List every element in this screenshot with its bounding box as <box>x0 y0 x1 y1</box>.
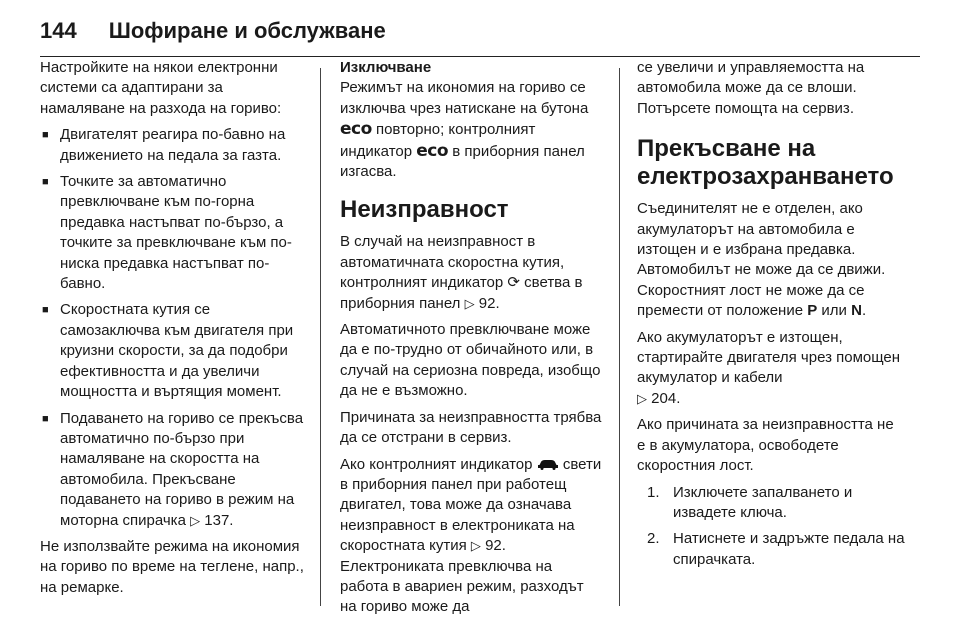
fault-text-1b: светва в приборния панел <box>340 274 583 312</box>
column-3 <box>637 58 905 576</box>
list-item <box>647 529 905 570</box>
gear-position-n: N <box>851 302 862 320</box>
list-item <box>647 483 905 524</box>
power-text-2: Ако акумулаторът е изтощен, стартирайте двигателя чрез помощен акумулатор и кабели <box>637 328 901 387</box>
power-paragraph-3: Ако причината за неизправността не е в акумулатора, освободете скоростния лост. <box>637 416 894 475</box>
power-text-1: Съединителят не е отделен, ако акумулаторът на автомобила е изтощен и е избрана предавка. Автомобилът не може да се движи. Скоростният лост не може да се премести от положение <box>637 200 886 320</box>
off-paragraph <box>340 78 604 182</box>
list-item-text: Подаването на гориво се прекъсва автоматично по-бързо при намаляване на скоростта на автомобила. Прекъсване подаването на гориво в режим на моторна спирачка <box>60 409 304 529</box>
period: . <box>861 302 867 320</box>
header-rule <box>40 56 920 57</box>
arrow-reference-icon[interactable]: ▷ <box>637 390 647 406</box>
arrow-reference-icon[interactable]: ▷ <box>470 538 481 554</box>
fault-paragraph-2: Автоматичното превключване може да е по-трудно от обичайното или, в случай на сериозна повреда, изобщо да не е възможно. <box>340 321 601 400</box>
fault-paragraph-1 <box>340 232 604 314</box>
page-title: Шофиране и обслужване <box>108 18 386 43</box>
gear-warning-icon: ⟳ <box>507 274 520 292</box>
continued-paragraph: се увеличи и управляемостта на автомобила може да се влоши. Потърсете помощта на сервиз. <box>637 59 865 117</box>
list-item: ■ Двигателят реагира по-бавно на движението на педала за газта. <box>40 125 310 166</box>
fault-text-4c: Електрониката превключва на работа в авариен режим, разходът на гориво може да <box>340 557 584 616</box>
page-reference[interactable]: 204. <box>651 389 681 407</box>
step-number: 1. <box>647 483 660 501</box>
outro-paragraph: Не използвайте режима на икономия на гориво по време на теглене, напр., на ремарке. <box>40 537 304 596</box>
column-divider-1 <box>320 68 321 606</box>
page-reference[interactable]: 92. <box>478 294 500 312</box>
page-header <box>40 14 920 48</box>
column-divider-2 <box>619 68 620 606</box>
step-number: 2. <box>647 530 660 548</box>
page-reference[interactable]: 137. <box>204 511 234 529</box>
column-2 <box>340 58 604 624</box>
eco-button-icon: eco <box>340 119 372 140</box>
car-lift-warning-icon <box>537 458 559 470</box>
steps-list <box>637 483 905 571</box>
section-heading-power-loss: Прекъсване на електрозахранването <box>637 135 894 191</box>
step-text: Изключете запалването и извадете ключа. <box>673 483 853 521</box>
off-text-3: в приборния панел изгасва. <box>340 142 585 181</box>
eco-indicator-icon: eco <box>416 140 449 161</box>
page-reference[interactable]: 92. <box>485 537 506 555</box>
fault-text-4b: свети в приборния панел при работещ двигател, това може да означава неизправност в електрониката на скоростната кутия <box>340 455 602 555</box>
power-paragraph-1 <box>637 199 905 321</box>
arrow-reference-icon[interactable]: ▷ <box>464 295 475 311</box>
page-number: 144 <box>40 18 77 43</box>
fault-text-4a: Ако контролният индикатор <box>340 455 533 473</box>
subheading-off: Изключване <box>340 59 432 76</box>
off-text-1: Режимът на икономия на гориво се изключва чрез натискане на бутона <box>340 79 589 117</box>
fault-paragraph-3: Причината за неизправността трябва да се отстрани в сервиз. <box>340 408 602 447</box>
fault-paragraph-4 <box>340 455 604 618</box>
or-word: или <box>821 302 847 320</box>
power-paragraph-2 <box>637 328 905 410</box>
list-item: ■ Точките за автоматично превключване към по-горна предавка настъпват по-бързо, а точките за превключване към по-ниска предавка настъпват по-бавно. <box>40 172 310 294</box>
off-text-2: повторно; контролният индикатор <box>340 121 536 160</box>
intro-paragraph: Настройките на някои електронни системи са адаптирани за намаляване на разхода на гориво: <box>40 59 282 117</box>
column-1 <box>40 58 310 604</box>
arrow-reference-icon[interactable]: ▷ <box>190 512 201 528</box>
feature-list <box>40 125 310 531</box>
gear-position-p: P <box>807 302 818 320</box>
step-text: Натиснете и задръжте педала на спирачката. <box>673 530 905 568</box>
fault-text-1a: В случай на неизправност в автоматичната скоростна кутия, контролният индикатор <box>340 233 565 292</box>
section-heading-fault: Неизправност <box>340 196 509 224</box>
list-item: ■ Скоростната кутия се самозаключва към двигателя при круизни скорости, за да подобри ефективността и да увеличи мощността и въртящия момент. <box>40 300 310 402</box>
list-item <box>40 409 310 531</box>
